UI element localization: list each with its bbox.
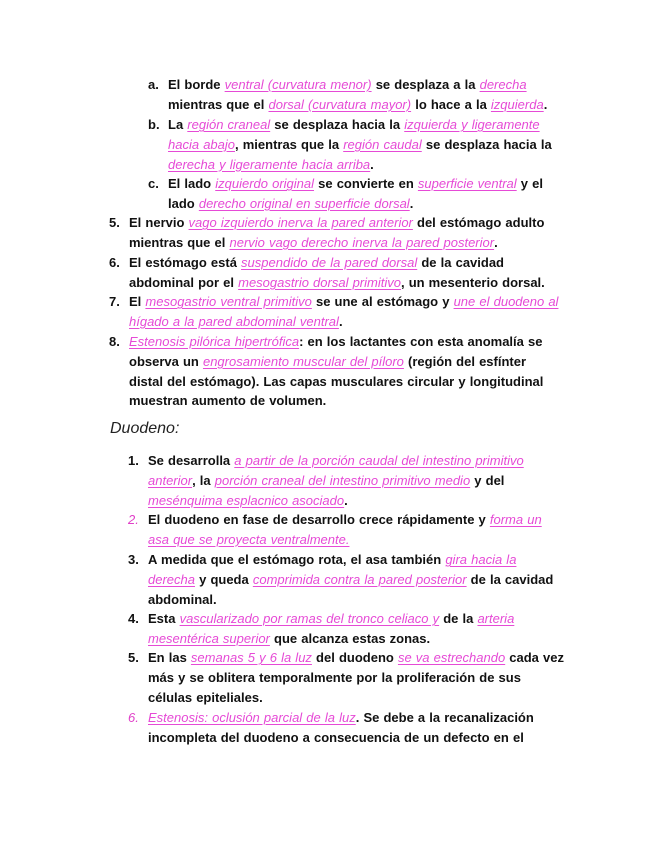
list-item-text — [148, 512, 542, 547]
highlighted-text: derecha y ligeramente hacia arriba — [168, 156, 371, 172]
text-run: La — [168, 117, 188, 132]
highlighted-text: dorsal (curvatura mayor) — [268, 96, 412, 112]
text-run: . — [344, 492, 348, 508]
text-run: de la cavidad abdominal. — [148, 571, 554, 607]
text-run: se une al estómago y — [311, 294, 454, 309]
text-run: , un mesenterio dorsal. — [400, 274, 545, 290]
list-item-7 — [109, 292, 561, 332]
list-marker: 7. — [109, 294, 120, 309]
text-run: Esta — [148, 611, 180, 626]
list-item-text — [148, 611, 514, 646]
list-item-text — [148, 650, 564, 705]
duodeno-item-4 — [128, 609, 566, 649]
text-run: lo hace a la — [411, 96, 491, 112]
highlighted-text: izquierda — [490, 96, 544, 112]
list-marker: 1. — [128, 453, 139, 468]
text-run: y del — [470, 472, 505, 488]
highlighted-text: a partir de la porción caudal del intestino primitivo anterior — [148, 453, 524, 488]
highlighted-text: vago izquierdo inerva la pared anterior — [188, 215, 413, 230]
highlighted-text: comprimida contra la pared posterior — [252, 571, 467, 587]
list-marker: 2. — [128, 512, 139, 527]
text-run: . — [370, 156, 374, 172]
highlighted-text: semanas 5 y 6 la luz — [190, 650, 312, 665]
highlighted-text: mesogastrio ventral primitivo — [145, 294, 312, 309]
list-item-text — [168, 77, 547, 112]
highlighted-text: une el duodeno al hígado a la pared abdominal ventral — [129, 294, 559, 329]
highlighted-text: se va estrechando — [397, 650, 506, 665]
text-run: del estómago adulto mientras que el — [129, 215, 545, 250]
text-run: El — [129, 294, 146, 309]
section-heading: Duodeno: — [110, 420, 180, 437]
list-item-a — [148, 75, 560, 115]
text-run: El lado — [168, 176, 216, 191]
list-marker: 5. — [128, 650, 139, 665]
list-marker: a. — [148, 77, 159, 92]
list-item-text — [168, 176, 543, 211]
list-marker: c. — [148, 176, 159, 191]
highlighted-text: derecha — [479, 77, 527, 92]
highlighted-text: región caudal — [343, 136, 422, 152]
list-marker: 3. — [128, 552, 139, 567]
list-item-6 — [109, 253, 561, 293]
highlighted-text: nervio vago derecho inerva la pared posterior — [229, 234, 495, 250]
text-run: A medida que el estómago rota, el asa también — [148, 552, 446, 567]
list-item-text — [129, 294, 558, 329]
highlighted-text: forma un asa que se proyecta ventralmente. — [148, 512, 542, 547]
highlighted-text: engrosamiento muscular del píloro — [202, 353, 404, 369]
highlighted-text: derecho original en superficie dorsal — [198, 195, 410, 211]
highlighted-text: suspendido de la pared dorsal — [241, 255, 418, 270]
text-run: y queda — [194, 571, 253, 587]
list-marker: b. — [148, 117, 160, 132]
text-run: mientras que el — [168, 96, 269, 112]
list-marker: 8. — [109, 334, 120, 349]
text-run: se desplaza hacia la — [421, 136, 552, 152]
list-item-text — [129, 255, 545, 290]
text-run: El nervio — [129, 215, 189, 230]
highlighted-text: mesénquima esplacnico asociado — [148, 492, 345, 508]
text-run: Se desarrolla — [148, 453, 235, 468]
highlighted-text: vascularizado por ramas del tronco celiaco y — [179, 611, 440, 626]
text-run: El duodeno en fase de desarrollo crece rápidamente y — [148, 512, 490, 527]
text-run: (región del esfínter distal del estómago). Las capas musculares circular y longitudinal muestran aumento de volumen. — [129, 353, 544, 409]
list-marker: 6. — [109, 255, 120, 270]
text-run: de la cavidad abdominal por el — [129, 255, 504, 290]
list-item-text — [129, 215, 544, 250]
list-marker: 6. — [128, 710, 139, 725]
text-run: . — [338, 313, 343, 329]
duodeno-item-2 — [128, 510, 566, 550]
highlighted-text: Estenosis pilórica hipertrófica — [129, 334, 300, 349]
list-item-c — [148, 174, 560, 214]
text-run: que alcanza estas zonas. — [269, 630, 431, 646]
text-run: . — [494, 234, 498, 250]
highlighted-text: mesogastrio dorsal primitivo — [238, 274, 401, 290]
text-run: El estómago está — [129, 255, 242, 270]
highlighted-text: porción craneal del intestino primitivo medio — [214, 472, 471, 488]
list-item-5 — [109, 213, 561, 253]
list-item-text — [148, 453, 524, 508]
text-run: , la — [192, 472, 215, 488]
text-run: . — [409, 195, 414, 211]
list-marker: 5. — [109, 215, 120, 230]
highlighted-text: región craneal — [187, 117, 271, 132]
highlighted-text: Estenosis: oclusión parcial de la luz — [148, 710, 356, 725]
text-run: cada vez más y se oblitera temporalmente por la proliferación de sus células epiteliales. — [148, 650, 564, 705]
text-run: . — [543, 96, 548, 112]
text-run: El borde — [168, 77, 225, 92]
duodeno-item-5 — [128, 648, 566, 707]
highlighted-text: ventral (curvatura menor) — [224, 77, 372, 92]
list-item-text — [148, 552, 553, 607]
list-item-text — [129, 334, 543, 408]
duodeno-item-3 — [128, 550, 566, 609]
duodeno-item-6 — [128, 708, 566, 748]
text-run: se desplaza a la — [371, 77, 480, 92]
highlighted-text: arteria mesentérica superior — [148, 611, 515, 646]
list-item-text — [148, 710, 534, 745]
text-run: del duodeno — [311, 650, 398, 665]
text-run: de la — [439, 611, 478, 626]
text-run: se desplaza hacia la — [270, 117, 405, 132]
duodeno-item-1 — [128, 451, 566, 510]
text-run: . Se debe a la recanalización incompleta del duodeno a consecuencia de un defecto en el — [148, 710, 534, 745]
text-run: y el lado — [168, 176, 543, 211]
list-item-text — [168, 117, 552, 172]
text-run: : en los lactantes con esta anomalía se observa un — [129, 334, 543, 369]
highlighted-text: gira hacia la derecha — [148, 552, 517, 587]
list-item-b — [148, 115, 560, 174]
list-item-8 — [109, 332, 561, 411]
list-marker: 4. — [128, 611, 139, 626]
highlighted-text: superficie ventral — [417, 176, 517, 191]
highlighted-text: izquierdo original — [215, 176, 315, 191]
text-run: En las — [148, 650, 191, 665]
highlighted-text: izquierda y ligeramente hacia abajo — [168, 117, 540, 152]
text-run: , mientras que la — [235, 136, 344, 152]
text-run: se convierte en — [314, 176, 418, 191]
